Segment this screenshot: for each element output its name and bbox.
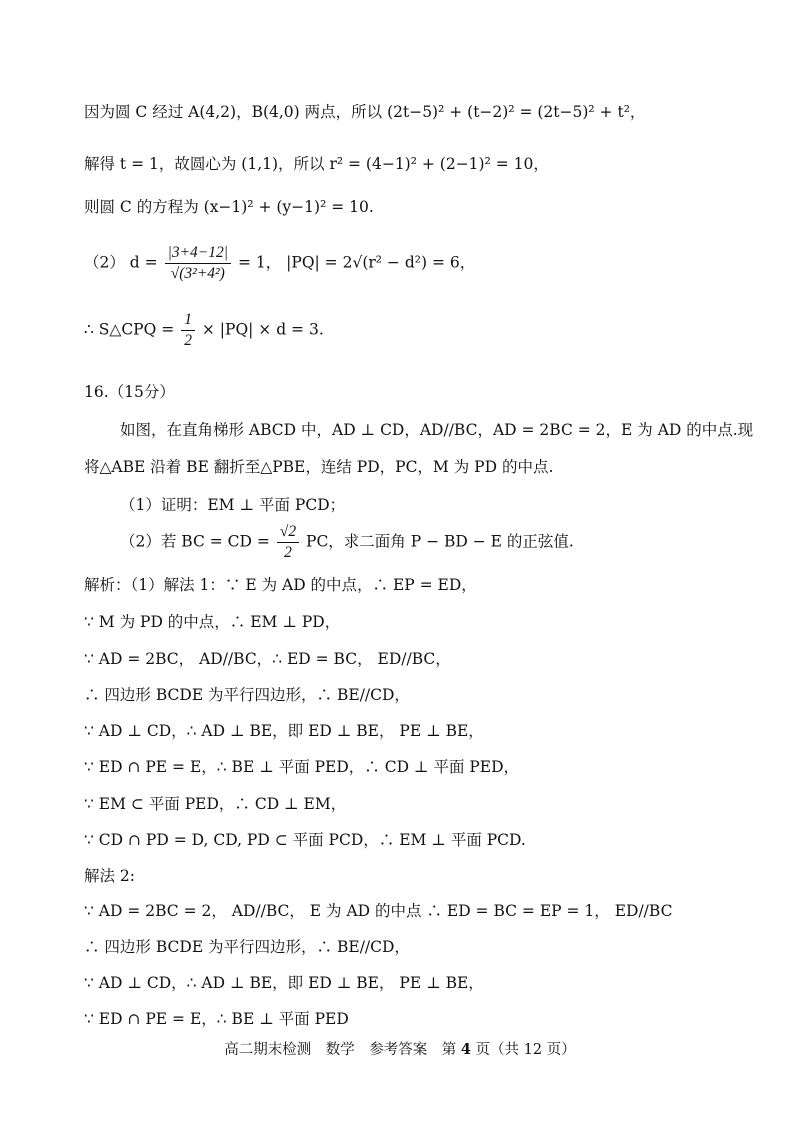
area-prefix: ∴ S△CPQ = <box>84 320 175 339</box>
fraction-denominator: √(3²+4²) <box>170 265 225 282</box>
text-line-4 <box>84 243 475 284</box>
text-line-5 <box>84 310 324 351</box>
solution-line-1: 解析：（1）解法 1：∵ E 为 AD 的中点，∴ EP = ED， <box>84 576 477 594</box>
line-4-rest: = 1， |PQ| = 2√(r² − d²) = 6， <box>237 253 476 272</box>
text-line-3: 则圆 C 的方程为 (x−1)² + (y−1)² = 10. <box>84 198 374 216</box>
fraction-denominator: 2 <box>284 544 292 561</box>
solution-line-12: ∵ ED ∩ PE = E，∴ BE ⊥ 平面 PED <box>84 1010 349 1028</box>
part-label-2: （2） d = <box>84 253 158 272</box>
area-rest: × |PQ| × d = 3. <box>201 320 324 339</box>
text-line-1: 因为圆 C 经过 A(4,2)，B(4,0) 两点，所以 (2t−5)² + (t−2)² = (2t−5)² + t²， <box>84 103 646 121</box>
fraction-numerator: 1 <box>181 310 195 331</box>
solution-line-3: ∵ AD = 2BC， AD//BC，∴ ED = BC， ED//BC， <box>84 650 451 668</box>
fraction-denominator: 2 <box>184 332 192 349</box>
solution-line-2: ∵ M 为 PD 的中点，∴ EM ⊥ PD， <box>84 613 341 631</box>
footer-suffix: 页（共 12 页） <box>470 1042 576 1058</box>
solution-line-9: ∵ AD = 2BC = 2， AD//BC， E 为 AD 的中点 ∴ ED = BC = EP = 1， ED//BC <box>84 902 673 920</box>
problem-heading: 16.（15分） <box>84 383 175 401</box>
solution-line-8: ∵ CD ∩ PD = D, CD, PD ⊂ 平面 PCD，∴ EM ⊥ 平面 PCD. <box>84 831 526 849</box>
solution-line-4: ∴ 四边形 BCDE 为平行四边形，∴ BE//CD， <box>84 686 410 704</box>
solution-method-2-label: 解法 2: <box>84 867 136 885</box>
footer-prefix: 高二期末检测 数学 参考答案 第 <box>224 1042 461 1058</box>
distance-fraction <box>165 243 231 284</box>
footer-page-number: 4 <box>460 1041 471 1058</box>
solution-line-11: ∵ AD ⊥ CD，∴ AD ⊥ BE，即 ED ⊥ BE， PE ⊥ BE， <box>84 974 484 992</box>
fraction-numerator: |3+4−12| <box>165 243 231 264</box>
page-footer <box>0 1038 800 1059</box>
question-1: （1）证明：EM ⊥ 平面 PCD； <box>120 496 346 514</box>
sqrt2-over-2-fraction <box>277 522 299 563</box>
text-line-2: 解得 t = 1，故圆心为 (1,1)，所以 r² = (4−1)² + (2−1)² = 10， <box>84 155 549 173</box>
solution-line-10: ∴ 四边形 BCDE 为平行四边形，∴ BE//CD， <box>84 938 410 956</box>
half-fraction <box>181 310 195 351</box>
solution-line-6: ∵ ED ∩ PE = E，∴ BE ⊥ 平面 PED，∴ CD ⊥ 平面 PED， <box>84 758 520 776</box>
question-2-rest: PC，求二面角 P − BD − E 的正弦值. <box>306 532 574 551</box>
solution-line-5: ∵ AD ⊥ CD，∴ AD ⊥ BE，即 ED ⊥ BE， PE ⊥ BE， <box>84 722 484 740</box>
solution-line-7: ∵ EM ⊂ 平面 PED，∴ CD ⊥ EM， <box>84 795 347 813</box>
problem-statement-1: 如图，在直角梯形 ABCD 中，AD ⊥ CD，AD//BC，AD = 2BC = 2，E 为 AD 的中点.现 <box>120 421 754 439</box>
fraction-numerator: √2 <box>277 522 299 543</box>
question-2-prefix: （2）若 BC = CD = <box>120 532 270 551</box>
problem-statement-2: 将△ABE 沿着 BE 翻折至△PBE，连结 PD，PC，M 为 PD 的中点. <box>84 458 554 476</box>
question-2 <box>120 522 574 563</box>
